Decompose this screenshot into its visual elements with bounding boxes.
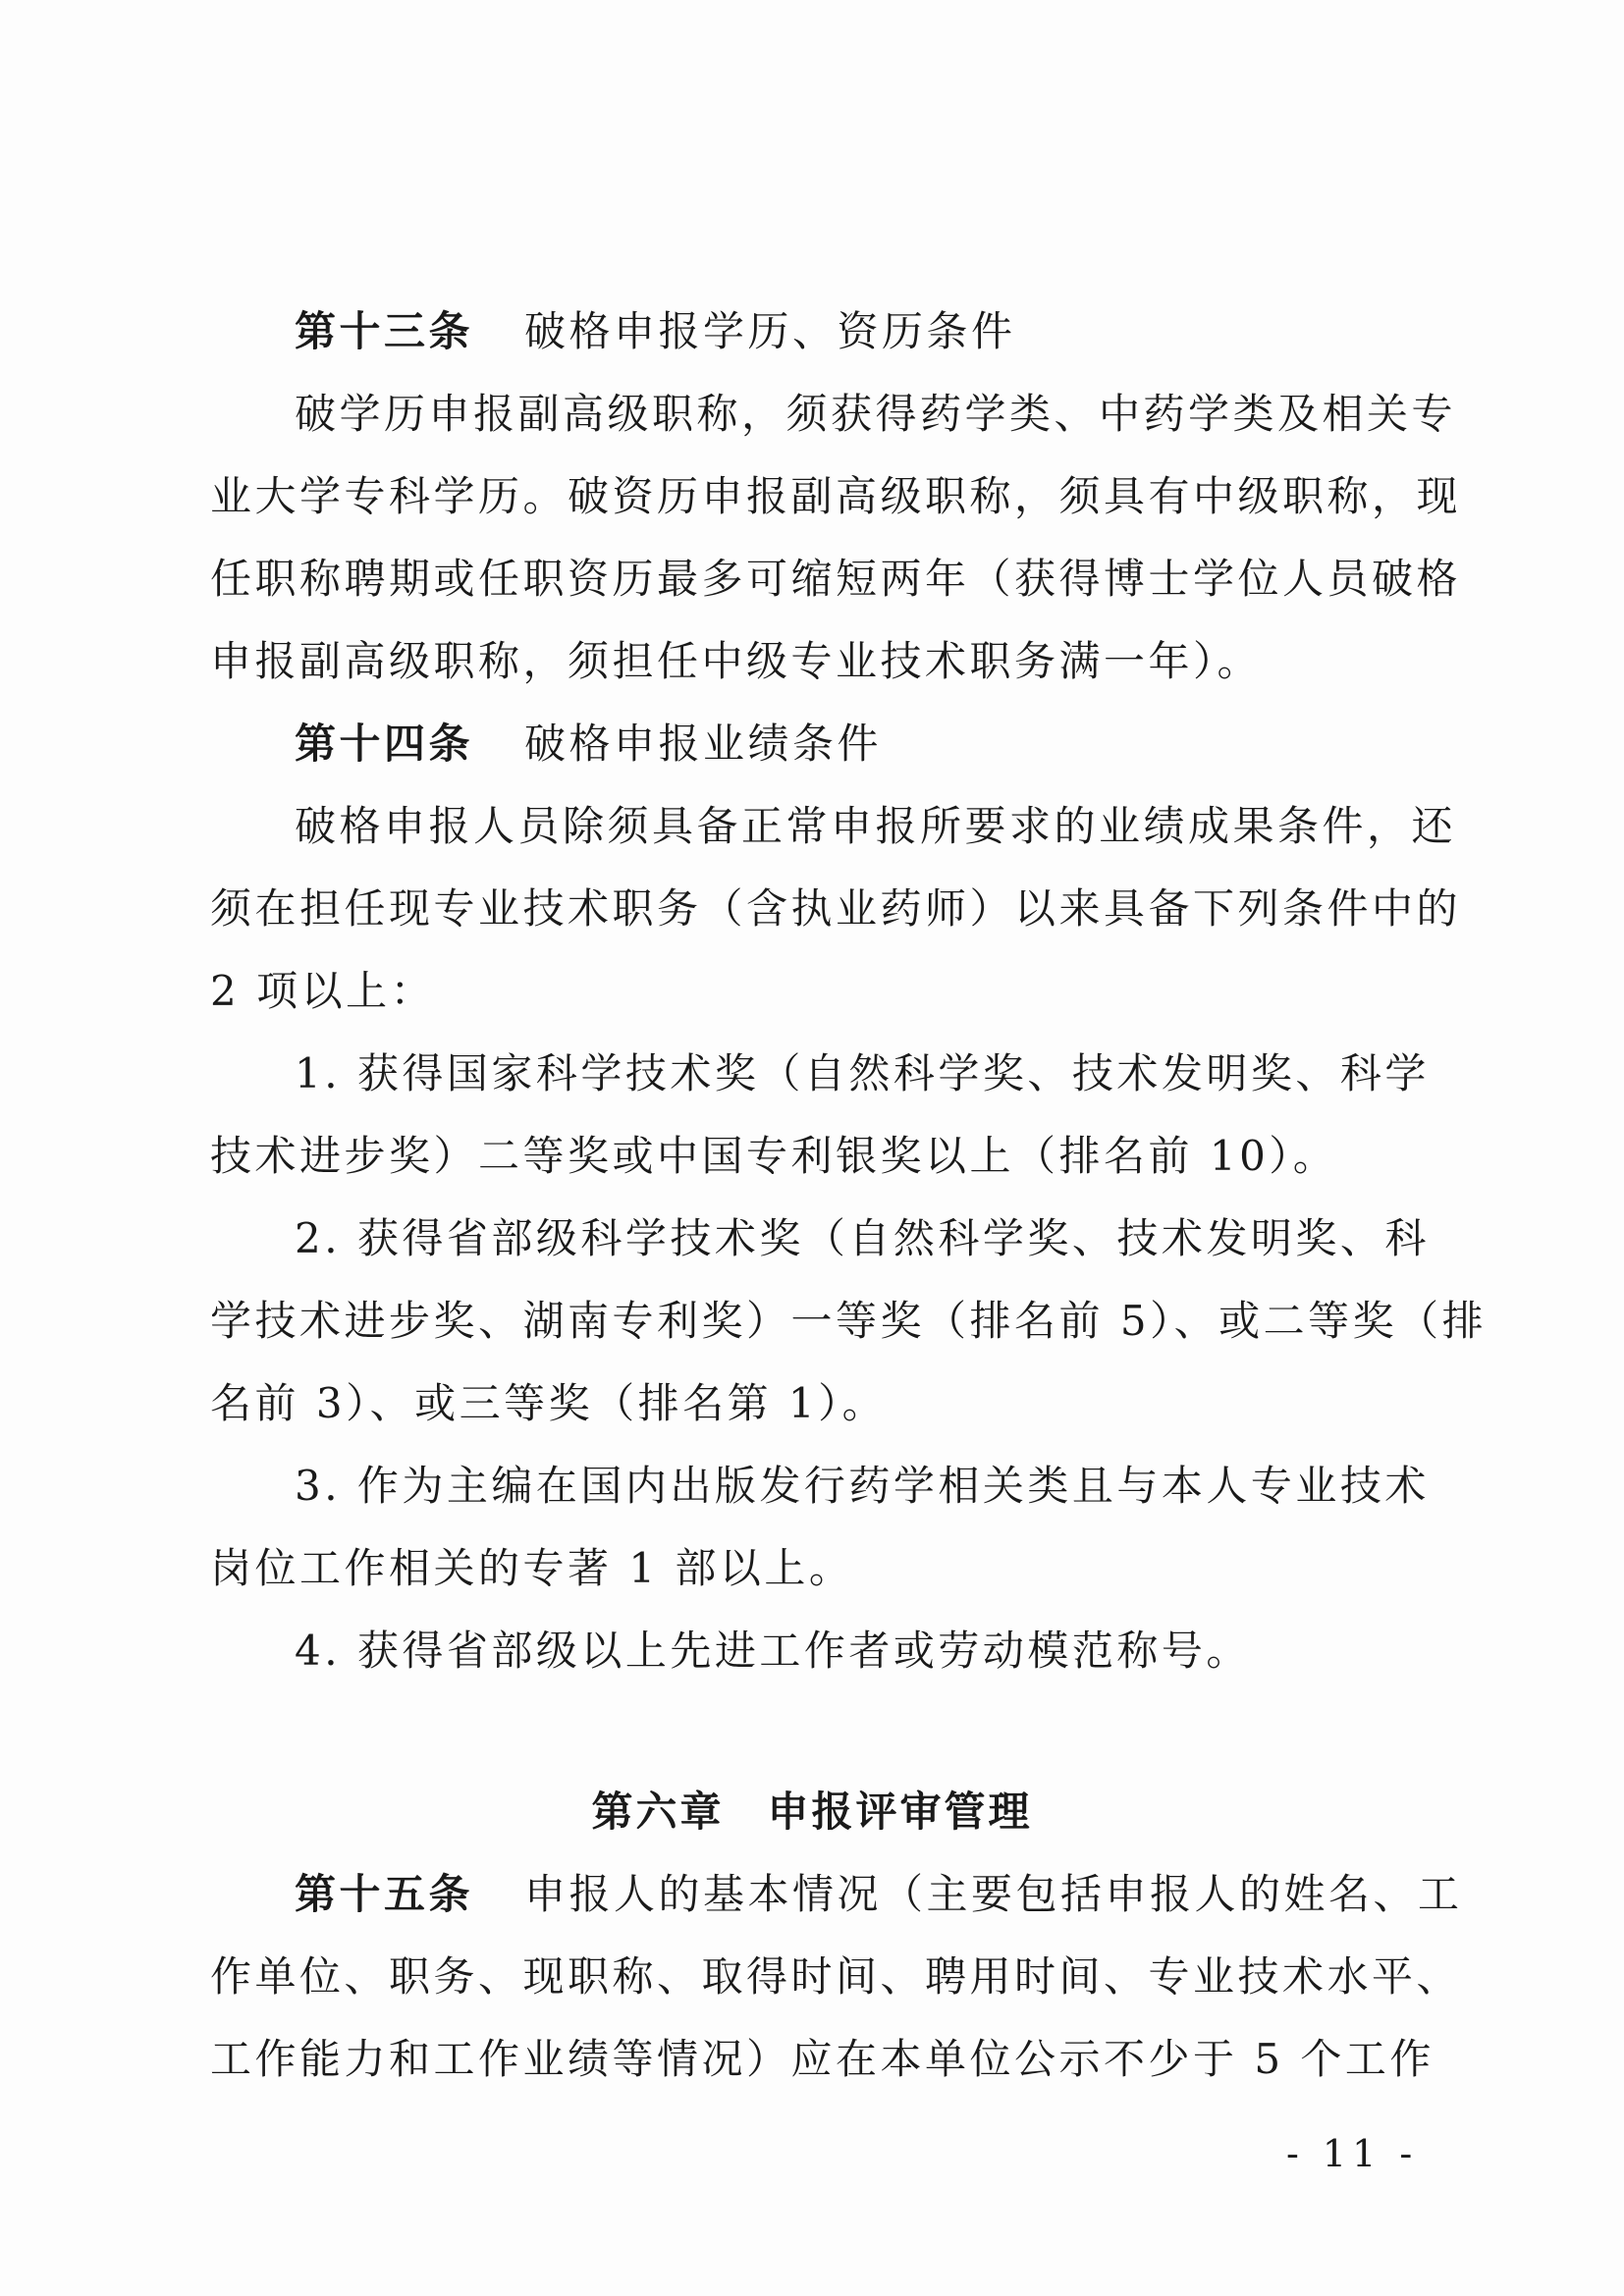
list-item-line: 3. 作为主编在国内出版发行药学相关类且与本人专业技术 <box>295 1462 1430 1510</box>
list-item-line: 技术进步奖）二等奖或中国专利银奖以上（排名前 10）。 <box>210 1132 1338 1180</box>
list-item-line: 名前 3）、或三等奖（排名第 1）。 <box>210 1379 888 1427</box>
list-item-line: 2. 获得省部级科学技术奖（自然科学奖、技术发明奖、科 <box>295 1214 1430 1262</box>
article-13-title: 破格申报学历、资历条件 <box>524 307 1016 355</box>
article-14-heading-line <box>295 717 1414 772</box>
article-14-line: 须在担任现专业技术职务（含执业药师）以来具备下列条件中的 <box>210 884 1462 933</box>
article-14-line: 破格申报人员除须具备正常申报所要求的业绩成果条件，还 <box>295 802 1457 850</box>
article-14-heading: 第十四条 <box>295 720 474 768</box>
article-15-line: 工作能力和工作业绩等情况）应在本单位公示不少于 5 个工作 <box>210 2035 1435 2083</box>
list-item-line: 4. 获得省部级以上先进工作者或劳动模范称号。 <box>295 1627 1251 1675</box>
list-item-line: 学技术进步奖、湖南专利奖）一等奖（排名前 5）、或二等奖（排 <box>210 1297 1488 1345</box>
article-15-first-line: 申报人的基本情况（主要包括申报人的姓名、工 <box>524 1870 1463 1918</box>
chapter-number: 第六章 <box>591 1788 725 1836</box>
article-14-line: 2 项以上： <box>210 967 436 1015</box>
article-13-line: 业大学专科学历。破资历申报副高级职称，须具有中级职称，现 <box>210 472 1462 520</box>
article-13-line: 破学历申报副高级职称，须获得药学类、中药学类及相关专 <box>295 390 1457 438</box>
chapter-title: 申报评审管理 <box>767 1788 1033 1836</box>
article-15-line: 作单位、职务、现职称、取得时间、聘用时间、专业技术水平、 <box>210 1952 1462 2001</box>
article-13-line: 申报副高级职称，须担任中级专业技术职务满一年）。 <box>210 637 1263 685</box>
list-item-line: 1. 获得国家科学技术奖（自然科学奖、技术发明奖、科学 <box>295 1049 1430 1097</box>
article-15-heading-line <box>295 1867 1463 1922</box>
article-15-heading: 第十五条 <box>295 1870 474 1918</box>
list-item-line: 岗位工作相关的专著 1 部以上。 <box>210 1544 854 1592</box>
article-14-title: 破格申报业绩条件 <box>524 720 883 768</box>
article-13-line: 任职称聘期或任职资历最多可缩短两年（获得博士学位人员破格 <box>210 555 1462 603</box>
chapter-heading <box>0 1785 1624 1840</box>
article-13-heading-line <box>295 304 1414 359</box>
article-13-heading: 第十三条 <box>295 307 474 355</box>
page-number: - 11 - <box>1286 2132 1419 2175</box>
